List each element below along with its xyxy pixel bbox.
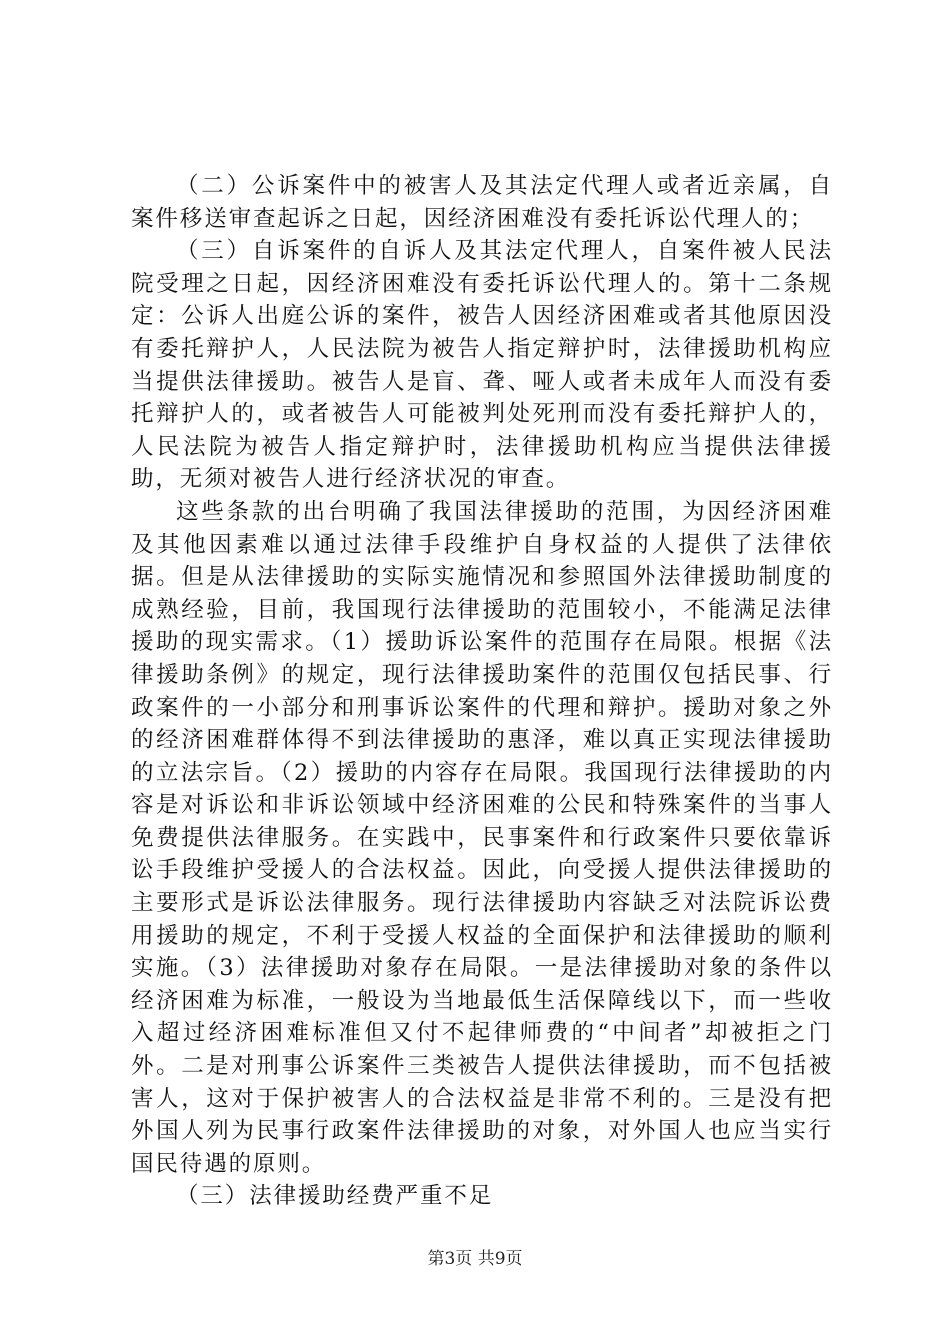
section-heading-funding: （三）法律援助经费严重不足 — [176, 1183, 494, 1210]
paragraph-private-prosecution: （三）自诉案件的自诉人及其法定代理人，自案件被人民法院受理之日起，因经济困难没有委托诉讼代理人的。第十二条规定：公诉人出庭公诉的案件，被告人因经济困难或者其他原因没有委托辩护人，人民法院为被告人指定辩护时，法律援助机构应当提供法律援助。被告人是盲、聋、哑人或者未成年人而没有委托辩护人的，或者被告人可能被判处死刑而没有委托辩护人的，人民法院为被告人指定辩护时，法律援助机构应当提供法律援助，无须对被告人进行经济状况的审查。 — [131, 238, 833, 493]
paragraph-scope-limits: 这些条款的出台明确了我国法律援助的范围，为因经济困难及其他因素难以通过法律手段维护自身权益的人提供了法律依据。但是从法律援助的实际实施情况和参照国外法律援助制度的成熟经验，目前，我国现行法律援助的范围较小，不能满足法律援助的现实需求。（1）援助诉讼案件的范围存在局限。根据《法律援助条例》的规定，现行法律援助案件的范围仅包括民事、行政案件的一小部分和刑事诉讼案件的代理和辩护。援助对象之外的经济困难群体得不到法律援助的惠泽，难以真正实现法律援助的立法宗旨。（2）援助的内容存在局限。我国现行法律援助的内容是对诉讼和非诉讼领域中经济困难的公民和特殊案件的当事人免费提供法律服务。在实践中，民事案件和行政案件只要依靠诉讼手段维护受援人的合法权益。因此，向受援人提供法律援助的主要形式是诉讼法律服务。现行法律援助内容缺乏对法院诉讼费用援助的规定，不利于受援人权益的全面保护和法律援助的顺利实施。（3）法律援助对象存在局限。一是法律援助对象的条件以经济困难为标准，一般设为当地最低生活保障线以下，而一些收入超过经济困难标准但又付不起律师费的“中间者”却被拒之门外。二是对刑事公诉案件三类被告人提供法律援助，而不包括被害人，这对于保护被害人的合法权益是非常不利的。三是没有把外国人列为民事行政案件法律援助的对象，对外国人也应当实行国民待遇的原则。 — [131, 498, 833, 1177]
page-number-footer: 第3页 共9页 — [427, 1249, 523, 1269]
body-text — [131, 170, 833, 1213]
paragraph-victim-agent: （二）公诉案件中的被害人及其法定代理人或者近亲属，自案件移送审查起诉之日起，因经济困难没有委托诉讼代理人的； — [131, 173, 833, 232]
